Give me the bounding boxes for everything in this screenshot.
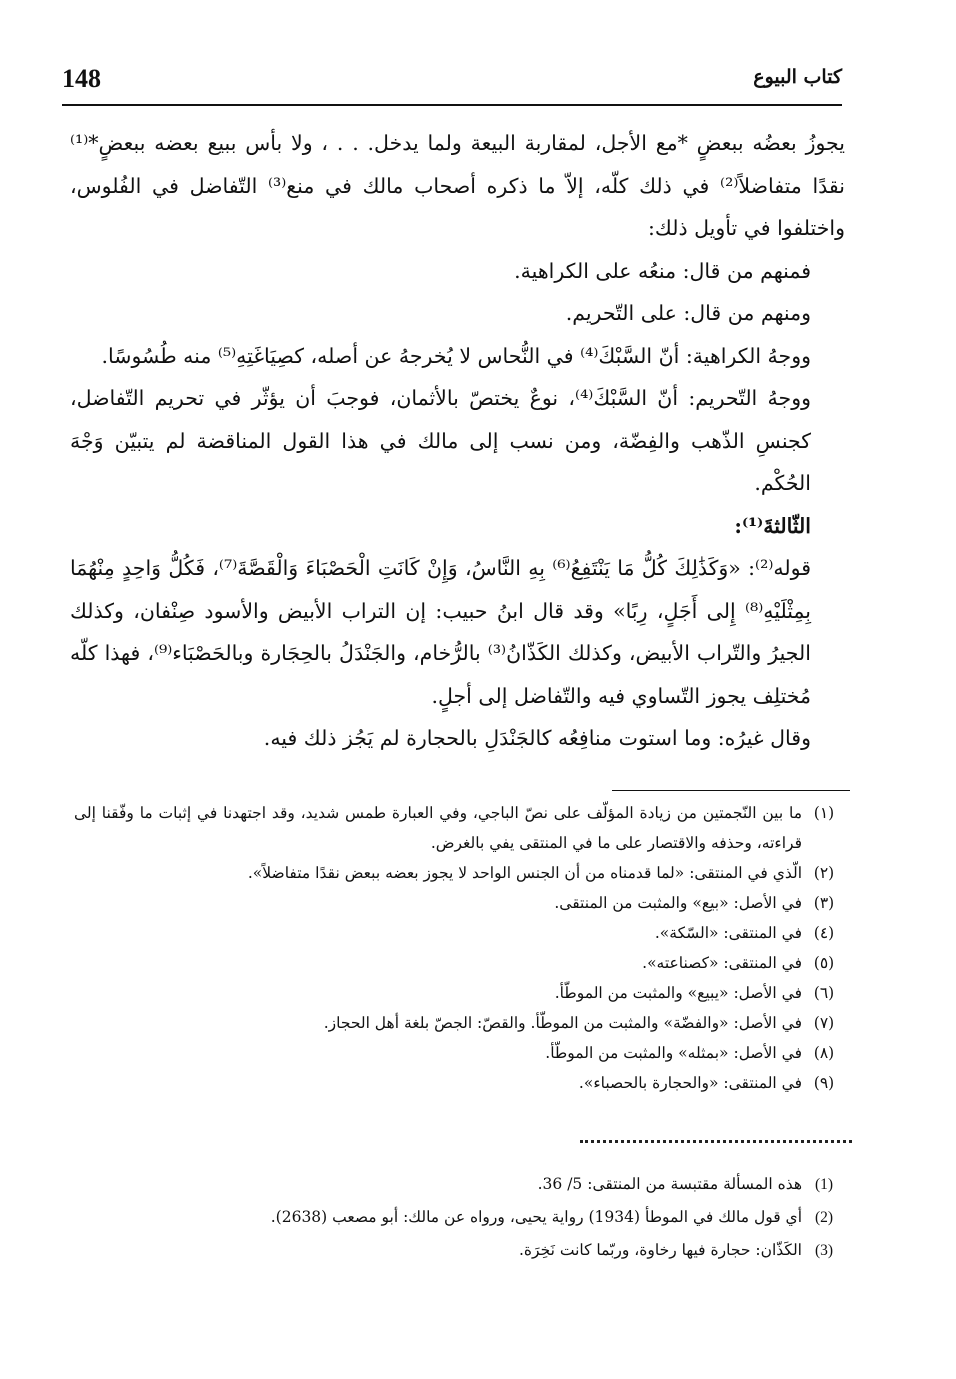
main-text xyxy=(70,122,845,760)
footnote-text: في الأصل: «بيع» والمثبت من المنتقى. xyxy=(554,894,802,912)
footnote-number: (٧) xyxy=(813,1014,835,1032)
header-rule xyxy=(62,104,842,106)
footnote-rule xyxy=(612,790,850,791)
editor-note xyxy=(74,1234,846,1267)
footnote-text: الّذي في المنتقى: «لما قدمناه من أن الجنس الواحد لا يجوز بعضه ببعض نقدًا متفاضلاً». xyxy=(247,864,802,882)
paragraph: قوله⁽²⁾: «وَكَذَٰلِكَ كُلُّ مَا يَنْتَفِعُ⁽⁶⁾ بِهِ النَّاسُ، وَإِنْ كَانَتِ الْحَصْبَاءَ وَالْقَصَّةَ⁽⁷⁾، فَكُلُّ وَاحِدٍ مِنْهُمَا بِمِثْلَيْهِ⁽⁸⁾ إِلى أَجَلٍ، رِبًا» وقد قال ابنُ حبيب: إن التراب الأبيض والأسود صِنْفان، وكذلك الجيرُ والتّراب الأبيض، وكذلك الكَذّانُ⁽³⁾ بالرُّخام، والجَنْدَلُ بالحِجَارة وبالحَصْبَاء⁽⁹⁾، فهذا كلّه مُختلِف يجوز التّساوي فيه والتّفاضل إلى أجلٍ. xyxy=(70,556,811,708)
dotted-separator xyxy=(580,1140,852,1143)
page-header xyxy=(62,58,842,108)
footnote xyxy=(74,888,846,918)
running-title: كتاب البيوع xyxy=(753,66,842,88)
editor-note-number: (3) xyxy=(814,1242,834,1259)
editor-note xyxy=(74,1201,846,1234)
footnote-number: (٦) xyxy=(813,984,835,1002)
paragraph: فمنهم من قال: منعُه على الكراهية. xyxy=(514,258,811,283)
footnote-text: في الأصل: «والفضّة» والمثبت من الموطّأ. والقصّ: الجصّ بلغة أهل الحجاز. xyxy=(323,1014,802,1032)
footnote-text: في الأصل: «بمثله» والمثبت من الموطّأ. xyxy=(545,1044,802,1062)
footnote-text: في المنتقى: «والحجارة بالحصباء». xyxy=(578,1074,802,1092)
footnote-number: (٩) xyxy=(813,1074,835,1092)
footnote xyxy=(74,798,846,858)
editor-note-text: هذه المسألة مقتبسة من المنتقى: 5/ 36. xyxy=(537,1175,802,1193)
section-heading: الثّالثةَ⁽¹⁾: xyxy=(734,513,811,538)
footnote-number: (٤) xyxy=(813,924,835,942)
editor-notes xyxy=(74,1168,846,1267)
paragraph: ووجهُ الكراهية: أنّ السَّبْكَ⁽⁴⁾ في النُّحاس لا يُخرجهُ عن أصله، كصِيَاغَتِهِ⁽⁵⁾ منه طُسُوسًا. xyxy=(101,343,811,368)
footnote xyxy=(74,918,846,948)
editor-note-number: (2) xyxy=(814,1209,834,1226)
footnotes xyxy=(74,798,846,1098)
editor-note xyxy=(74,1168,846,1201)
footnote-text: في الأصل: «يبيع» والمثبت من الموطّأ. xyxy=(554,984,802,1002)
paragraph: ومنهم من قال: على التّحريم. xyxy=(565,301,811,325)
footnote xyxy=(74,1008,846,1038)
paragraph: ووجهُ التّحريم: أنّ السَّبْكَ⁽⁴⁾، نوعٌ يختصّ بالأثمان، فوجبَ أن يؤثّر في تحريم التّفاضل، كجنسِ الذّهب والفِضّة، ومن نسب إلى مالك في هذا القول المناقضة لم يتبيّن وَجْهَ الحُكْم. xyxy=(70,386,811,495)
page-number: 148 xyxy=(62,64,101,93)
footnote-text: ما بين النّجمتين من زيادة المؤلّف على نصّ الباجي، وفي العبارة طمس شديد، وقد اجتهدنا في إثبات ما وفّقنا إلى قراءته، وحذفه والاقتصار على ما في المنتقى يفي بالغرض. xyxy=(74,804,802,852)
editor-note-text: الكَذّان: حجارة فيها رخاوة، وربّما كانت نَخِرَة. xyxy=(519,1241,802,1259)
editor-note-text: أي قول مالك في الموطأ (1934) رواية يحيى، ورواه عن مالك: أبو مصعب (2638). xyxy=(270,1208,802,1226)
footnote xyxy=(74,858,846,888)
paragraph: يجوزُ بعضُه ببعضٍ *مع الأجل، لمقاربة البيعة ولما يدخل. . . ، ولا بأس ببيع بعضه ببعضٍ*⁽¹⁾ نقدًا متفاضلاً⁽²⁾ في ذلك كلّه، إلاّ ما ذكره أصحاب مالك في منع⁽³⁾ التّفاضل في الفُلوس، واختلفوا في تأويل ذلك: xyxy=(70,131,845,240)
footnote-number: (١) xyxy=(813,804,835,822)
footnote-text: في المنتقى: «كصناعته». xyxy=(642,954,802,972)
footnote xyxy=(74,1038,846,1068)
footnote xyxy=(74,978,846,1008)
footnote-number: (٢) xyxy=(813,864,835,882)
footnote xyxy=(74,948,846,978)
footnote-number: (٨) xyxy=(813,1044,835,1062)
footnote-number: (٥) xyxy=(813,954,835,972)
paragraph: وقال غيرُه: وما استوت منافِعُه كالجَنْدَلِ بالحجارة لم يَجُز ذلك فيه. xyxy=(263,726,811,750)
footnote-text: في المنتقى: «السّكة». xyxy=(654,924,802,942)
footnote xyxy=(74,1068,846,1098)
footnote-number: (٣) xyxy=(813,894,835,912)
editor-note-number: (1) xyxy=(814,1176,834,1193)
